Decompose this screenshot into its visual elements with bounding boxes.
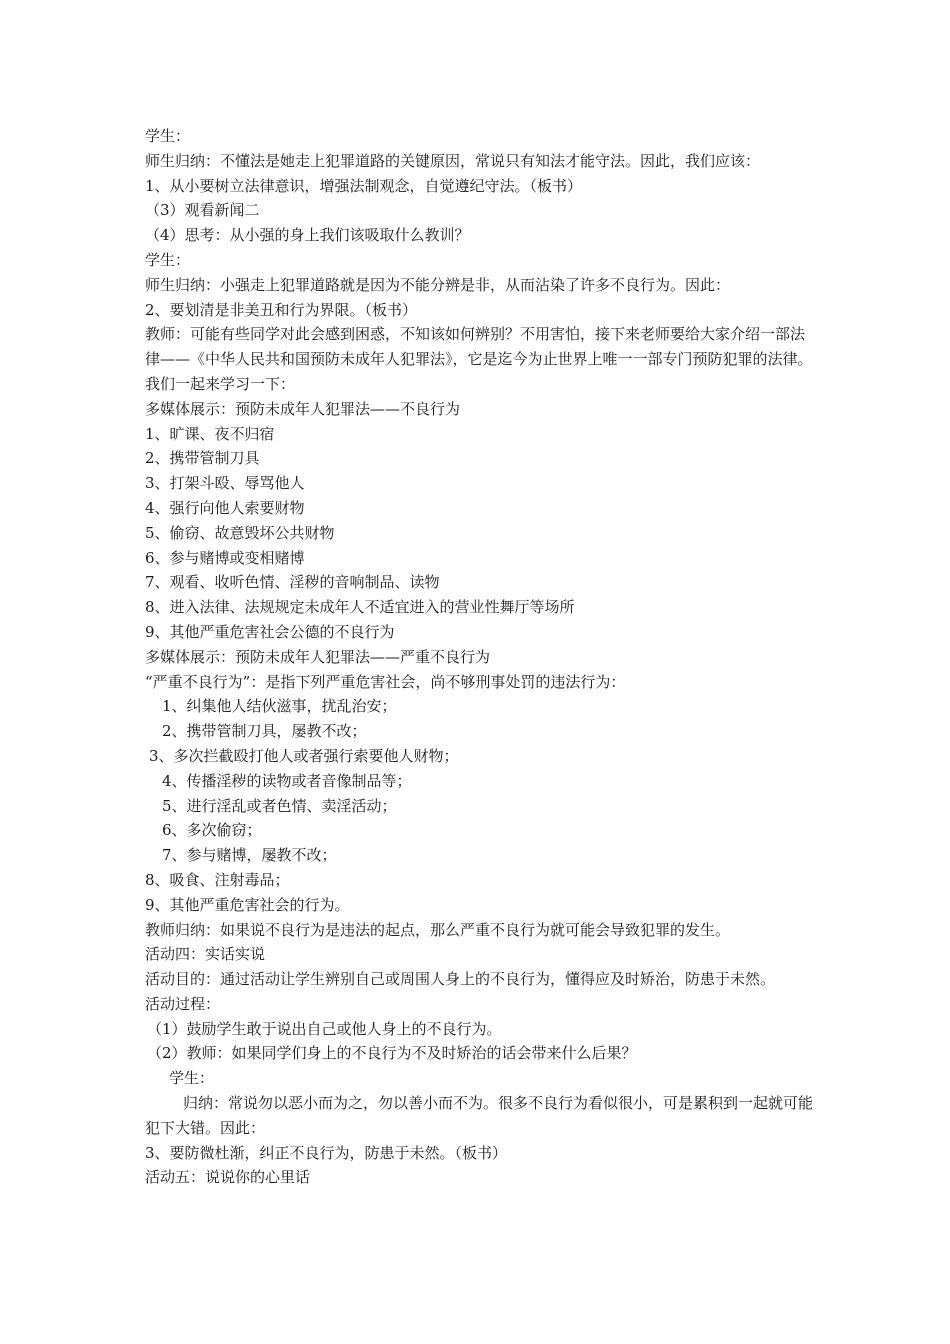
paragraph: （2）教师：如果同学们身上的不良行为不及时矫治的话会带来什么后果？ [147, 1044, 637, 1063]
list-item: 5、进行淫乱或者色情、卖淫活动； [162, 796, 397, 815]
list-item: 1、旷课、夜不归宿 [145, 424, 275, 443]
paragraph: 1、从小要树立法律意识，增强法制观念，自觉遵纪守法。（板书） [145, 176, 583, 195]
paragraph: 师生归纳：小强走上犯罪道路就是因为不能分辨是非，从而沾染了许多不良行为。因此： [145, 275, 731, 294]
summary-text: 归纳：常说勿以恶小而为之，勿以善小而不为。很多不良行为看似很小，可是累积到一起就可能犯下大错。因此： [145, 1094, 814, 1137]
paragraph: 学生： [145, 250, 191, 269]
list-item: 7、观看、收听色情、淫秽的音响制品、读物 [145, 573, 440, 592]
paragraph: （3）观看新闻二 [145, 201, 260, 220]
list-item: 6、参与赌博或变相赌博 [145, 548, 305, 567]
list-item: 9、其他严重危害社会的行为。 [145, 895, 350, 914]
list-item: 4、强行向他人索要财物 [145, 498, 305, 517]
list-item: 8、吸食、注射毒品； [145, 870, 290, 889]
list-item: 4、传播淫秽的读物或者音像制品等； [162, 771, 412, 790]
list-item: 2、携带管制刀具，屡教不改； [162, 722, 367, 741]
paragraph: 活动目的：通过活动让学生辨别自己或周围人身上的不良行为，懂得应及时矫治，防患于未然。 [145, 970, 776, 989]
paragraph: 3、要防微杜渐，纠正不良行为，防患于未然。（板书） [145, 1143, 508, 1162]
list-item: 7、参与赌博，屡教不改； [162, 846, 337, 865]
section-heading: 活动四：实话实说 [145, 945, 266, 964]
paragraph: （4）思考：从小强的身上我们该吸取什么教训？ [145, 226, 470, 245]
paragraph: 教师归纳：如果说不良行为是违法的起点，那么严重不良行为就可能会导致犯罪的发生。 [145, 920, 731, 939]
document-body [145, 124, 815, 1190]
section-heading: 多媒体展示：预防未成年人犯罪法——不良行为 [145, 399, 461, 418]
list-item: 8、进入法律、法规规定未成年人不适宜进入的营业性舞厅等场所 [145, 598, 575, 617]
paragraph: 2、要划清是非美丑和行为界限。（板书） [145, 300, 418, 319]
paragraph [145, 1091, 815, 1141]
section-heading: 活动五：说说你的心里话 [145, 1168, 311, 1187]
paragraph: 教师：可能有些同学对此会感到困惑，不知该如何辨别？不用害怕，接下来老师要给大家介绍一部法律——《中华人民共和国预防未成年人犯罪法》，它是迄今为止世界上唯一一部专门预防犯罪的法律。我们一起来学习一下： [145, 325, 813, 393]
paragraph: 学生： [145, 127, 191, 145]
paragraph: （1）鼓励学生敢于说出自己或他人身上的不良行为。 [147, 1019, 502, 1038]
list-item: 1、纠集他人结伙滋事，扰乱治安； [162, 697, 397, 716]
list-item: 6、多次偷窃； [162, 821, 262, 840]
list-item: 5、偷窃、故意毁坏公共财物 [145, 523, 335, 542]
list-item: 9、其他严重危害社会公德的不良行为 [145, 622, 395, 641]
section-heading: 多媒体展示：预防未成年人犯罪法——严重不良行为 [145, 647, 491, 666]
definition: “严重不良行为”：是指下列严重危害社会，尚不够刑事处罚的违法行为： [145, 672, 626, 691]
paragraph: 学生： [169, 1069, 215, 1088]
list-item: 2、携带管制刀具 [145, 449, 260, 468]
paragraph: 活动过程： [145, 994, 221, 1013]
list-item: 3、打架斗殴、辱骂他人 [145, 474, 305, 493]
list-item: 3、多次拦截殴打他人或者强行索要他人财物； [149, 746, 459, 765]
paragraph: 师生归纳：不懂法是她走上犯罪道路的关键原因，常说只有知法才能守法。因此，我们应该： [145, 151, 761, 170]
